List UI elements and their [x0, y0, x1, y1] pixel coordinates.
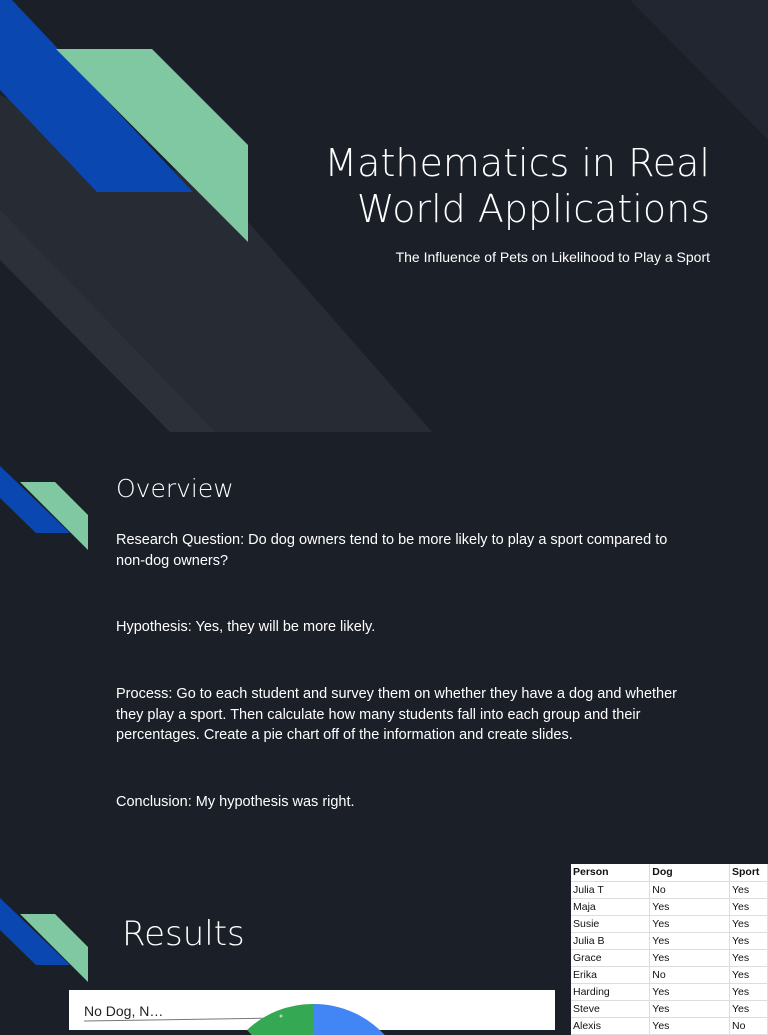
cell-sport: Yes — [730, 881, 768, 898]
hypothesis-text: Hypothesis: Yes, they will be more likely. — [116, 619, 376, 635]
slide-title — [190, 140, 710, 232]
column-header-sport: Sport — [730, 864, 768, 881]
cell-sport: Yes — [730, 915, 768, 932]
cell-person: Grace — [571, 949, 650, 966]
pie-slice-label: No Dog, N… — [84, 1003, 164, 1019]
cell-person: Maja — [571, 898, 650, 915]
cell-dog: Yes — [650, 983, 730, 1000]
column-header-person: Person — [571, 864, 650, 881]
cell-dog: Yes — [650, 1017, 730, 1034]
table-row — [571, 1017, 768, 1034]
title-line-2: World Applications — [356, 187, 710, 231]
column-header-dog: Dog — [650, 864, 730, 881]
cell-dog: No — [650, 966, 730, 983]
cell-person: Julia B — [571, 932, 650, 949]
survey-data-table — [571, 864, 768, 1035]
table-row — [571, 966, 768, 983]
conclusion-text: Conclusion: My hypothesis was right. — [116, 794, 355, 810]
table-row — [571, 1000, 768, 1017]
title-slide — [0, 0, 768, 432]
title-line-1: Mathematics in Real — [324, 141, 710, 185]
results-slide — [0, 864, 768, 1032]
table-row — [571, 949, 768, 966]
table-header-row — [571, 864, 768, 881]
table-row — [571, 983, 768, 1000]
cell-person: Harding — [571, 983, 650, 1000]
cell-sport: Yes — [730, 983, 768, 1000]
cell-person: Susie — [571, 915, 650, 932]
overview-heading: Overview — [116, 474, 234, 503]
cell-sport: Yes — [730, 898, 768, 915]
pie-chart-panel — [69, 990, 555, 1030]
cell-sport: Yes — [730, 1000, 768, 1017]
cell-person: Erika — [571, 966, 650, 983]
cell-sport: Yes — [730, 966, 768, 983]
slide-subtitle: The Influence of Pets on Likelihood to Play a Sport — [395, 249, 710, 265]
results-heading: Results — [122, 914, 245, 954]
pie-chart-graphic — [69, 990, 555, 1030]
process-text: Process: Go to each student and survey them on whether they have a dog and whether they play a sport. Then calculate how many students fall into each group and their percentages. Create a pie chart off of the information and create slides. — [116, 686, 678, 743]
cell-sport: Yes — [730, 949, 768, 966]
pie-slice-green — [247, 1004, 313, 1035]
cell-dog: Yes — [650, 1000, 730, 1017]
cell-person: Alexis — [571, 1017, 650, 1034]
table-row — [571, 881, 768, 898]
table-row — [571, 932, 768, 949]
shadow-band-top-right — [630, 0, 768, 140]
cell-dog: Yes — [650, 915, 730, 932]
pie-center-marker — [280, 1015, 283, 1018]
cell-person: Steve — [571, 1000, 650, 1017]
table-row — [571, 898, 768, 915]
cell-dog: Yes — [650, 949, 730, 966]
cell-sport: No — [730, 1017, 768, 1034]
research-question-text: Research Question: Do dog owners tend to be more likely to play a sport compared to non-dog owners? — [116, 532, 668, 569]
cell-dog: Yes — [650, 932, 730, 949]
pie-label-leader-line — [84, 1018, 279, 1021]
overview-slide — [0, 432, 768, 864]
cell-dog: Yes — [650, 898, 730, 915]
cell-person: Julia T — [571, 881, 650, 898]
table-row — [571, 915, 768, 932]
cell-dog: No — [650, 881, 730, 898]
cell-sport: Yes — [730, 932, 768, 949]
pie-slice-blue — [313, 1004, 389, 1035]
